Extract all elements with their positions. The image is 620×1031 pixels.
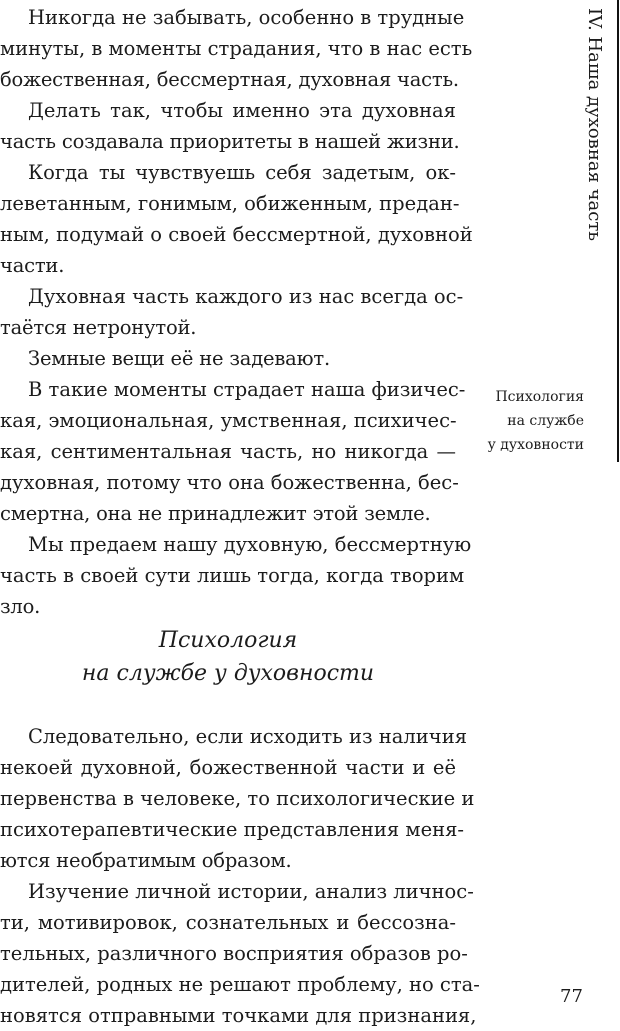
body-line: психотерапевтические представления меня- (0, 818, 465, 841)
body-line: дителей, родных не решают проблему, но ста- (0, 973, 480, 996)
body-line: смертна, она не принадлежит этой земле. (0, 502, 431, 525)
body-line: божественная, бессмертная, духовная часть. (0, 68, 459, 91)
body-line: Делать так, чтобы именно эта духовная (28, 99, 456, 122)
body-line: ным, подумай о своей бессмертной, духовной (0, 223, 473, 246)
body-line: часть создавала приоритеты в нашей жизни. (0, 130, 460, 153)
body-line: Мы предаем нашу духовную, бессмертную (28, 533, 472, 556)
body-line: Изучение личной истории, анализ личнос- (28, 880, 474, 903)
body-line: Духовная часть каждого из нас всегда ос- (28, 285, 464, 308)
section-heading-line-2: на службе у духовности (81, 661, 375, 686)
margin-note-line: на службе (507, 413, 584, 429)
body-line: кая, эмоциональная, умственная, психичес- (0, 409, 457, 432)
body-line: ются необратимым образом. (0, 849, 292, 872)
body-line: части. (0, 254, 65, 277)
running-head: IV. Наша духовная часть (584, 8, 605, 242)
margin-note-line: у духовности (487, 437, 584, 453)
body-line: тельных, различного восприятия образов ро- (0, 942, 468, 965)
body-line: леветанным, гонимым, обиженным, предан- (0, 192, 460, 215)
sidebar-rule (617, 0, 619, 462)
body-line: Когда ты чувствуешь себя задетым, ок- (28, 161, 456, 184)
body-line: зло. (0, 595, 41, 618)
body-line: таётся нетронутой. (0, 316, 197, 339)
body-line: некоей духовной, божественной части и её (0, 756, 456, 779)
body-line: ти, мотивировок, сознательных и бессозна- (0, 911, 456, 934)
body-line: первенства в человеке, то психологические и (0, 787, 475, 810)
body-line: часть в своей сути лишь тогда, когда творим (0, 564, 465, 587)
body-line: минуты, в моменты страдания, что в нас есть (0, 37, 473, 60)
page-number: 77 (560, 986, 583, 1007)
body-line: Земные вещи её не задевают. (28, 347, 330, 370)
body-line: Никогда не забывать, особенно в трудные (28, 6, 465, 29)
margin-note-line: Психология (495, 389, 584, 405)
body-line: новятся отправными точками для признания, (0, 1004, 477, 1027)
body-line: Следовательно, если исходить из наличия (28, 725, 467, 748)
body-line: В такие моменты страдает наша физичес- (28, 378, 466, 401)
body-line: кая, сентиментальная часть, но никогда — (0, 440, 456, 463)
section-heading-line-1: Психология (158, 628, 298, 653)
body-line: духовная, потому что она божественна, бес- (0, 471, 459, 494)
